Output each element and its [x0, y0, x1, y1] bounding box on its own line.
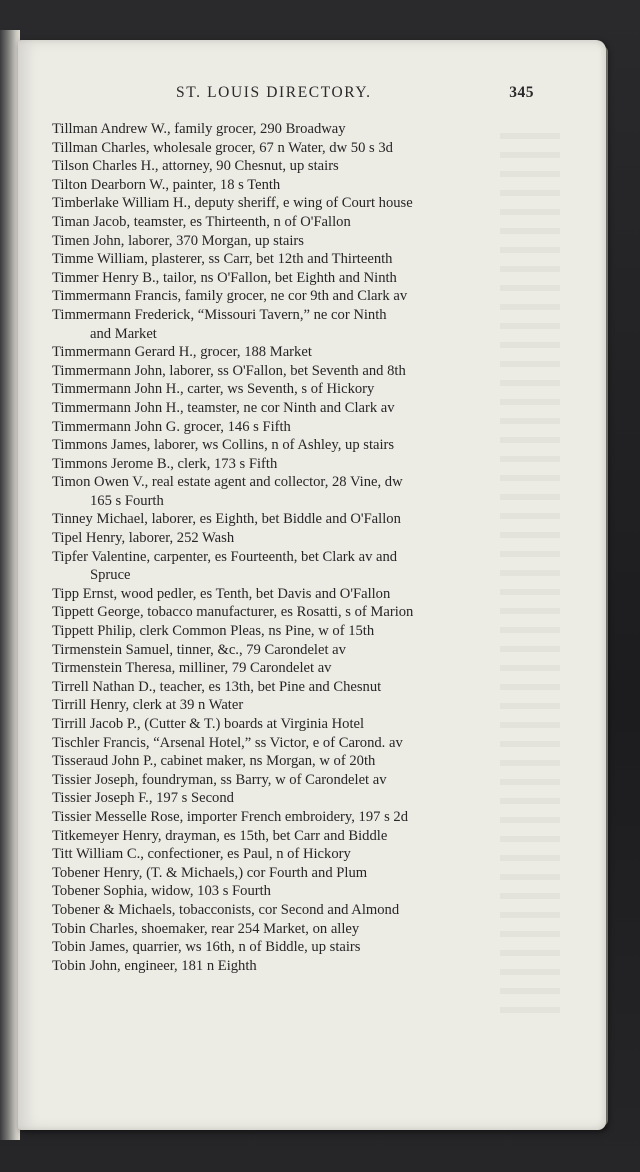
running-head: ST. LOUIS DIRECTORY.	[176, 84, 372, 101]
directory-entry	[52, 827, 536, 846]
entry-text: Timmons Jerome B., clerk, 173 s Fifth	[52, 455, 278, 472]
directory-entry	[52, 232, 536, 251]
directory-entry	[52, 641, 536, 660]
entry-text: Timmermann John G. grocer, 146 s Fifth	[52, 418, 291, 435]
entry-text: Tissier Joseph F., 197 s Second	[52, 790, 234, 807]
entry-text: Timmermann Francis, family grocer, ne cor 9th and Clark av	[52, 288, 408, 305]
directory-entries	[52, 120, 536, 975]
directory-entry	[52, 715, 536, 734]
directory-entry	[52, 734, 536, 753]
directory-entry	[52, 938, 536, 957]
directory-entry	[52, 752, 536, 771]
entry-text: Timmermann Frederick, “Missouri Tavern,” ne cor Ninth	[52, 306, 387, 323]
entry-text: Tobener Henry, (T. & Michaels,) cor Fourth and Plum	[52, 864, 368, 881]
entry-text: Tobin Charles, shoemaker, rear 254 Market, on alley	[52, 920, 360, 937]
entry-text: Timmermann Gerard H., grocer, 188 Market	[52, 344, 312, 361]
directory-entry	[52, 455, 536, 474]
directory-entry	[52, 622, 536, 641]
directory-entry	[52, 194, 536, 213]
directory-entry	[52, 380, 536, 399]
entry-text: Tilton Dearborn W., painter, 18 s Tenth	[52, 176, 281, 193]
entry-text: Timmermann John H., teamster, ne cor Ninth and Clark av	[52, 399, 395, 416]
entry-text: Tilson Charles H., attorney, 90 Chesnut, up stairs	[52, 158, 339, 175]
entry-text: Timmer Henry B., tailor, ns O'Fallon, bet Eighth and Ninth	[52, 269, 397, 286]
entry-text: Tirmenstein Theresa, milliner, 79 Carondelet av	[52, 660, 332, 677]
entry-text: Tipel Henry, laborer, 252 Wash	[52, 530, 235, 547]
directory-entry	[52, 696, 536, 715]
entry-text: Tissier Joseph, foundryman, ss Barry, w of Carondelet av	[52, 771, 387, 788]
entry-continuation: 165 s Fourth	[90, 492, 164, 509]
directory-entry	[52, 473, 536, 510]
directory-entry	[52, 157, 536, 176]
directory-entry	[52, 418, 536, 437]
directory-entry	[52, 510, 536, 529]
directory-entry	[52, 287, 536, 306]
entry-continuation: and Market	[90, 325, 157, 342]
entry-text: Tippett Philip, clerk Common Pleas, ns Pine, w of 15th	[52, 623, 375, 640]
directory-entry	[52, 343, 536, 362]
directory-entry	[52, 213, 536, 232]
directory-entry	[52, 306, 536, 343]
directory-entry	[52, 789, 536, 808]
book-spine-edge	[0, 30, 20, 1140]
directory-entry	[52, 399, 536, 418]
entry-text: Timmermann John, laborer, ss O'Fallon, bet Seventh and 8th	[52, 362, 406, 379]
directory-entry	[52, 529, 536, 548]
entry-text: Tisseraud John P., cabinet maker, ns Morgan, w of 20th	[52, 753, 376, 770]
entry-text: Timan Jacob, teamster, es Thirteenth, n of O'Fallon	[52, 213, 351, 230]
entry-text: Timon Owen V., real estate agent and collector, 28 Vine, dw	[52, 474, 403, 491]
directory-entry	[52, 250, 536, 269]
directory-entry	[52, 603, 536, 622]
directory-entry	[52, 659, 536, 678]
directory-entry	[52, 957, 536, 976]
entry-text: Tobener Sophia, widow, 103 s Fourth	[52, 883, 271, 900]
entry-text: Tillman Andrew W., family grocer, 290 Broadway	[52, 121, 346, 137]
directory-entry	[52, 436, 536, 455]
directory-entry	[52, 120, 536, 139]
directory-entry	[52, 882, 536, 901]
directory-entry	[52, 901, 536, 920]
entry-continuation: Spruce	[90, 567, 131, 584]
entry-text: Timme William, plasterer, ss Carr, bet 12th and Thirteenth	[52, 251, 393, 268]
directory-entry	[52, 269, 536, 288]
entry-text: Timen John, laborer, 370 Morgan, up stairs	[52, 232, 304, 249]
entry-text: Tipfer Valentine, carpenter, es Fourteenth, bet Clark av and	[52, 548, 398, 565]
entry-text: Tissier Messelle Rose, importer French embroidery, 197 s 2d	[52, 808, 409, 825]
directory-entry	[52, 585, 536, 604]
entry-text: Tinney Michael, laborer, es Eighth, bet Biddle and O'Fallon	[52, 511, 401, 528]
entry-text: Tippett George, tobacco manufacturer, es Rosatti, s of Marion	[52, 604, 414, 621]
directory-entry	[52, 808, 536, 827]
entry-text: Tirmenstein Samuel, tinner, &c., 79 Carondelet av	[52, 641, 346, 658]
directory-entry	[52, 548, 536, 585]
entry-text: Timberlake William H., deputy sheriff, e wing of Court house	[52, 195, 413, 212]
directory-entry	[52, 362, 536, 381]
entry-text: Tirrill Henry, clerk at 39 n Water	[52, 697, 244, 714]
entry-text: Tirrell Nathan D., teacher, es 13th, bet Pine and Chesnut	[52, 678, 382, 695]
directory-entry	[52, 771, 536, 790]
page-number: 345	[509, 84, 534, 101]
directory-entry	[52, 845, 536, 864]
entry-text: Tipp Ernst, wood pedler, es Tenth, bet Davis and O'Fallon	[52, 585, 391, 602]
directory-entry	[52, 176, 536, 195]
directory-entry	[52, 920, 536, 939]
entry-text: Titkemeyer Henry, drayman, es 15th, bet Carr and Biddle	[52, 827, 388, 844]
entry-text: Tobener & Michaels, tobacconists, cor Second and Almond	[52, 901, 400, 918]
entry-text: Tobin John, engineer, 181 n Eighth	[52, 957, 257, 974]
entry-text: Timmons James, laborer, ws Collins, n of Ashley, up stairs	[52, 437, 395, 454]
entry-text: Tobin James, quarrier, ws 16th, n of Biddle, up stairs	[52, 939, 361, 956]
page-header	[50, 84, 540, 106]
directory-entry	[52, 139, 536, 158]
entry-text: Titt William C., confectioner, es Paul, n of Hickory	[52, 846, 351, 863]
directory-entry	[52, 678, 536, 697]
entry-text: Tirrill Jacob P., (Cutter & T.) boards at Virginia Hotel	[52, 716, 365, 732]
directory-entry	[52, 864, 536, 883]
entry-text: Tillman Charles, wholesale grocer, 67 n Water, dw 50 s 3d	[52, 139, 393, 156]
entry-text: Timmermann John H., carter, ws Seventh, s of Hickory	[52, 381, 375, 398]
entry-text: Tischler Francis, “Arsenal Hotel,” ss Victor, e of Carond. av	[52, 734, 403, 751]
